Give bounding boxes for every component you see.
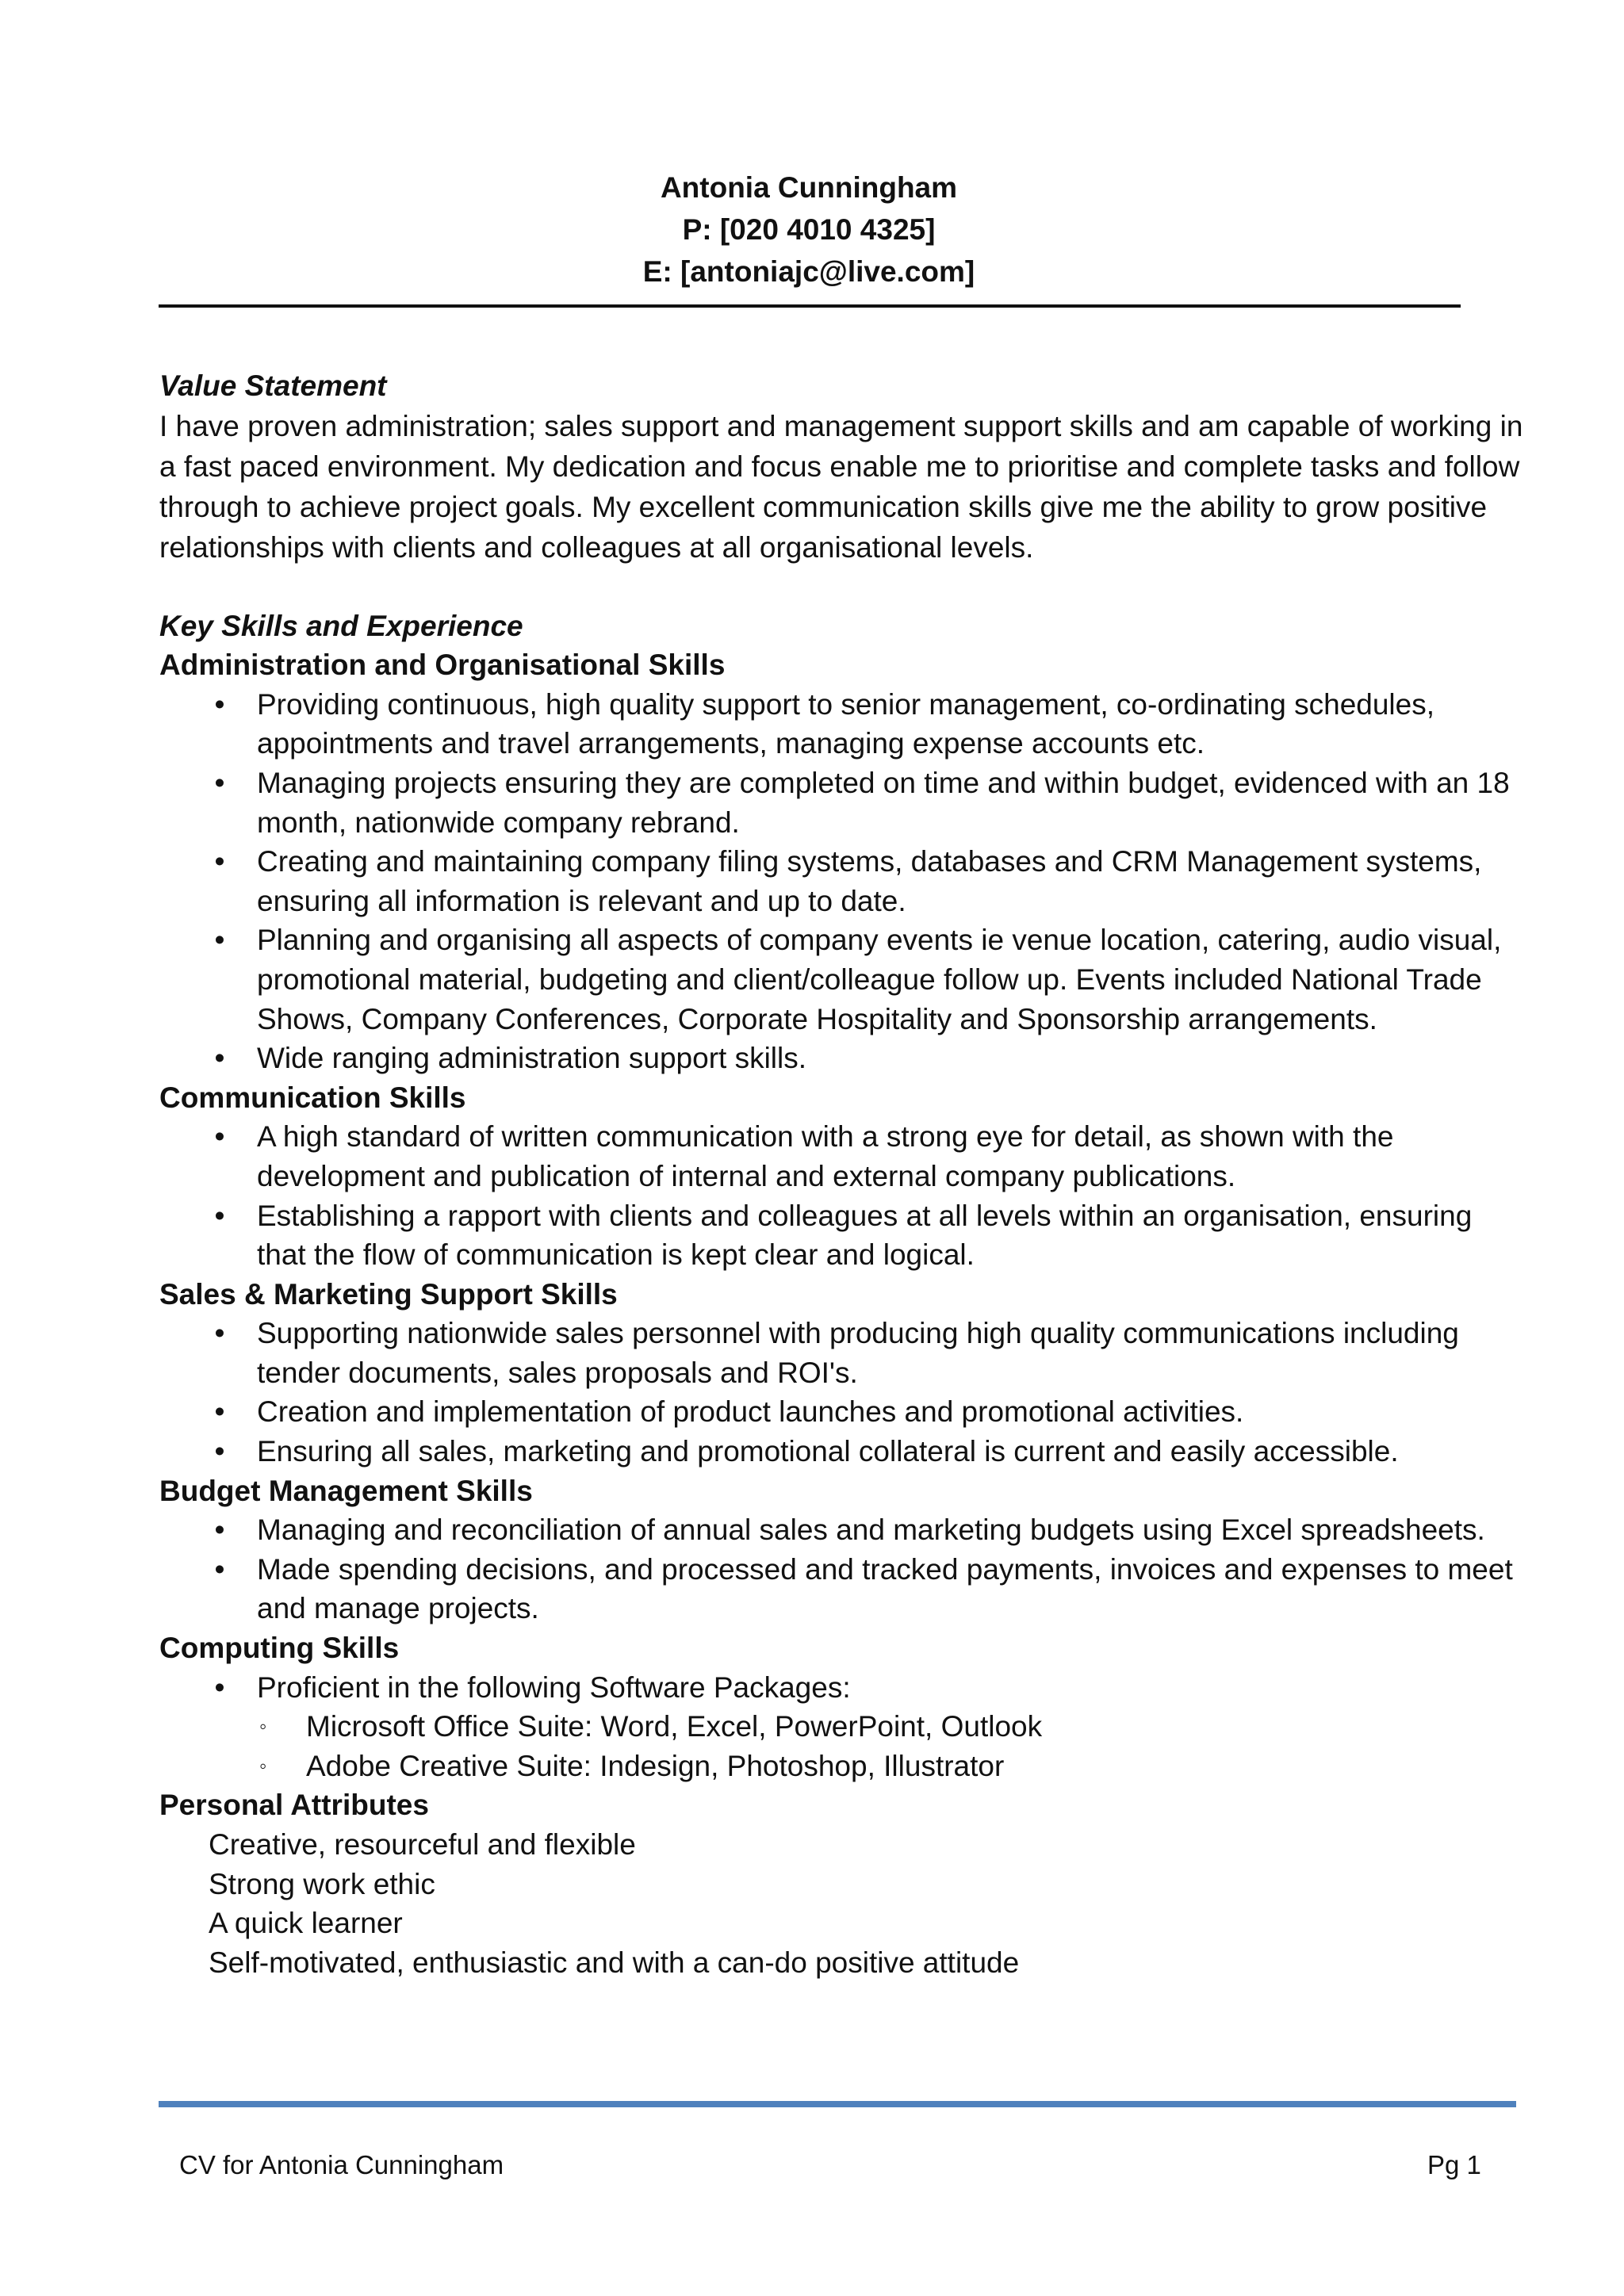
bullet-icon: • (214, 1513, 225, 1547)
bullet-icon: • (214, 1435, 225, 1468)
communication-skills-heading: Communication Skills (159, 1081, 466, 1114)
list-item (159, 1510, 1523, 1550)
admin-skills-list (159, 685, 1523, 1078)
list-item (159, 1550, 1523, 1628)
list-item (159, 1196, 1523, 1275)
list-item (159, 1392, 1523, 1432)
cv-header (159, 166, 1459, 293)
communication-skills-list (159, 1117, 1523, 1274)
list-item-text: Wide ranging administration support skills. (257, 1042, 807, 1075)
budget-skills-list (159, 1510, 1523, 1628)
bullet-icon: • (214, 1042, 225, 1075)
list-item-text: A high standard of written communication with a strong eye for detail, as shown with the development and publication of internal and external company publications. (257, 1120, 1394, 1192)
bullet-icon: • (214, 1120, 225, 1154)
list-item (159, 1314, 1523, 1392)
section-gap (159, 568, 1523, 607)
cv-body (159, 366, 1523, 1982)
list-item-text: Managing projects ensuring they are completed on time and within budget, evidenced with an 18 month, nationwide company rebrand. (257, 766, 1510, 839)
bullet-icon: • (214, 1395, 225, 1429)
key-skills-heading: Key Skills and Experience (159, 609, 523, 642)
sub-list-item-text: Microsoft Office Suite: Word, Excel, PowerPoint, Outlook (306, 1710, 1043, 1743)
list-item-text: Managing and reconciliation of annual sales and marketing budgets using Excel spreadsheets. (257, 1513, 1485, 1547)
circle-bullet-icon: ◦ (259, 1714, 267, 1739)
sub-list-item-text: Adobe Creative Suite: Indesign, Photoshop, Illustrator (306, 1749, 1005, 1782)
candidate-name: Antonia Cunningham (660, 171, 958, 204)
list-item-text: Providing continuous, high quality support to senior management, co-ordinating schedules, appointments and travel arrangements, managing expense accounts etc. (257, 687, 1435, 760)
list-item-text: Made spending decisions, and processed and tracked payments, invoices and expenses to meet and manage projects. (257, 1552, 1513, 1625)
attribute-item: A quick learner (209, 1907, 403, 1940)
bullet-icon: • (214, 1317, 225, 1350)
header-divider (159, 304, 1461, 308)
candidate-phone: P: [020 4010 4325] (682, 213, 936, 246)
value-statement-heading: Value Statement (159, 369, 387, 402)
list-item-text: Ensuring all sales, marketing and promotional collateral is current and easily accessible. (257, 1435, 1399, 1468)
bullet-icon: • (214, 845, 225, 878)
bullet-icon: • (214, 1552, 225, 1586)
sales-marketing-list (159, 1314, 1523, 1471)
list-item-text: Creation and implementation of product launches and promotional activities. (257, 1395, 1244, 1429)
list-item (159, 1117, 1523, 1196)
bullet-icon: • (214, 766, 225, 799)
list-item-text: Planning and organising all aspects of company events ie venue location, catering, audio visual, promotional material, budgeting and client/colleague follow up. Events included National Trade Shows, Company Conferences, Corporate Hospitality and Sponsorship arrangements. (257, 924, 1502, 1035)
list-item (159, 1039, 1523, 1078)
sales-marketing-heading: Sales & Marketing Support Skills (159, 1277, 618, 1311)
footer-divider (159, 2101, 1516, 2107)
list-item (159, 1668, 1523, 1708)
value-statement-text: I have proven administration; sales support and management support skills and am capable of working in a fast paced environment. My dedication and focus enable me to prioritise and complete tasks and follow through to achieve project goals. My excellent communication skills give me the ability to grow positive relationships with clients and colleagues at all organisational levels. (159, 409, 1523, 564)
list-item-text: Creating and maintaining company filing systems, databases and CRM Management systems, ensuring all information is relevant and up to date. (257, 845, 1482, 917)
bullet-icon: • (214, 1199, 225, 1232)
list-item (159, 920, 1523, 1039)
computing-skills-list (159, 1668, 1523, 1708)
personal-attributes-heading: Personal Attributes (159, 1789, 429, 1822)
attribute-item: Self-motivated, enthusiastic and with a can-do positive attitude (209, 1946, 1020, 1979)
bullet-icon: • (214, 924, 225, 957)
circle-bullet-icon: ◦ (259, 1753, 267, 1777)
software-sublist (159, 1707, 1523, 1785)
attribute-item: Strong work ethic (209, 1867, 435, 1900)
attribute-item: Creative, resourceful and flexible (209, 1828, 636, 1861)
sub-list-item (159, 1747, 1523, 1786)
list-item-text: Establishing a rapport with clients and colleagues at all levels within an organisation, ensuring that the flow of communication is kept clear and logical. (257, 1199, 1473, 1272)
list-item-text: Supporting nationwide sales personnel with producing high quality communications including tender documents, sales proposals and ROI's. (257, 1317, 1459, 1389)
bullet-icon: • (214, 1670, 225, 1704)
list-item-text: Proficient in the following Software Packages: (257, 1670, 851, 1704)
sub-list-item (159, 1707, 1523, 1747)
admin-skills-heading: Administration and Organisational Skills (159, 649, 726, 682)
bullet-icon: • (214, 687, 225, 721)
candidate-email: E: [antoniajc@live.com] (642, 255, 975, 288)
list-item (159, 1432, 1523, 1471)
list-item (159, 685, 1523, 763)
computing-skills-heading: Computing Skills (159, 1632, 400, 1665)
page-number: Pg 1 (1427, 2150, 1481, 2179)
list-item (159, 763, 1523, 842)
budget-skills-heading: Budget Management Skills (159, 1474, 533, 1507)
list-item (159, 842, 1523, 920)
footer-title: CV for Antonia Cunningham (179, 2150, 504, 2179)
